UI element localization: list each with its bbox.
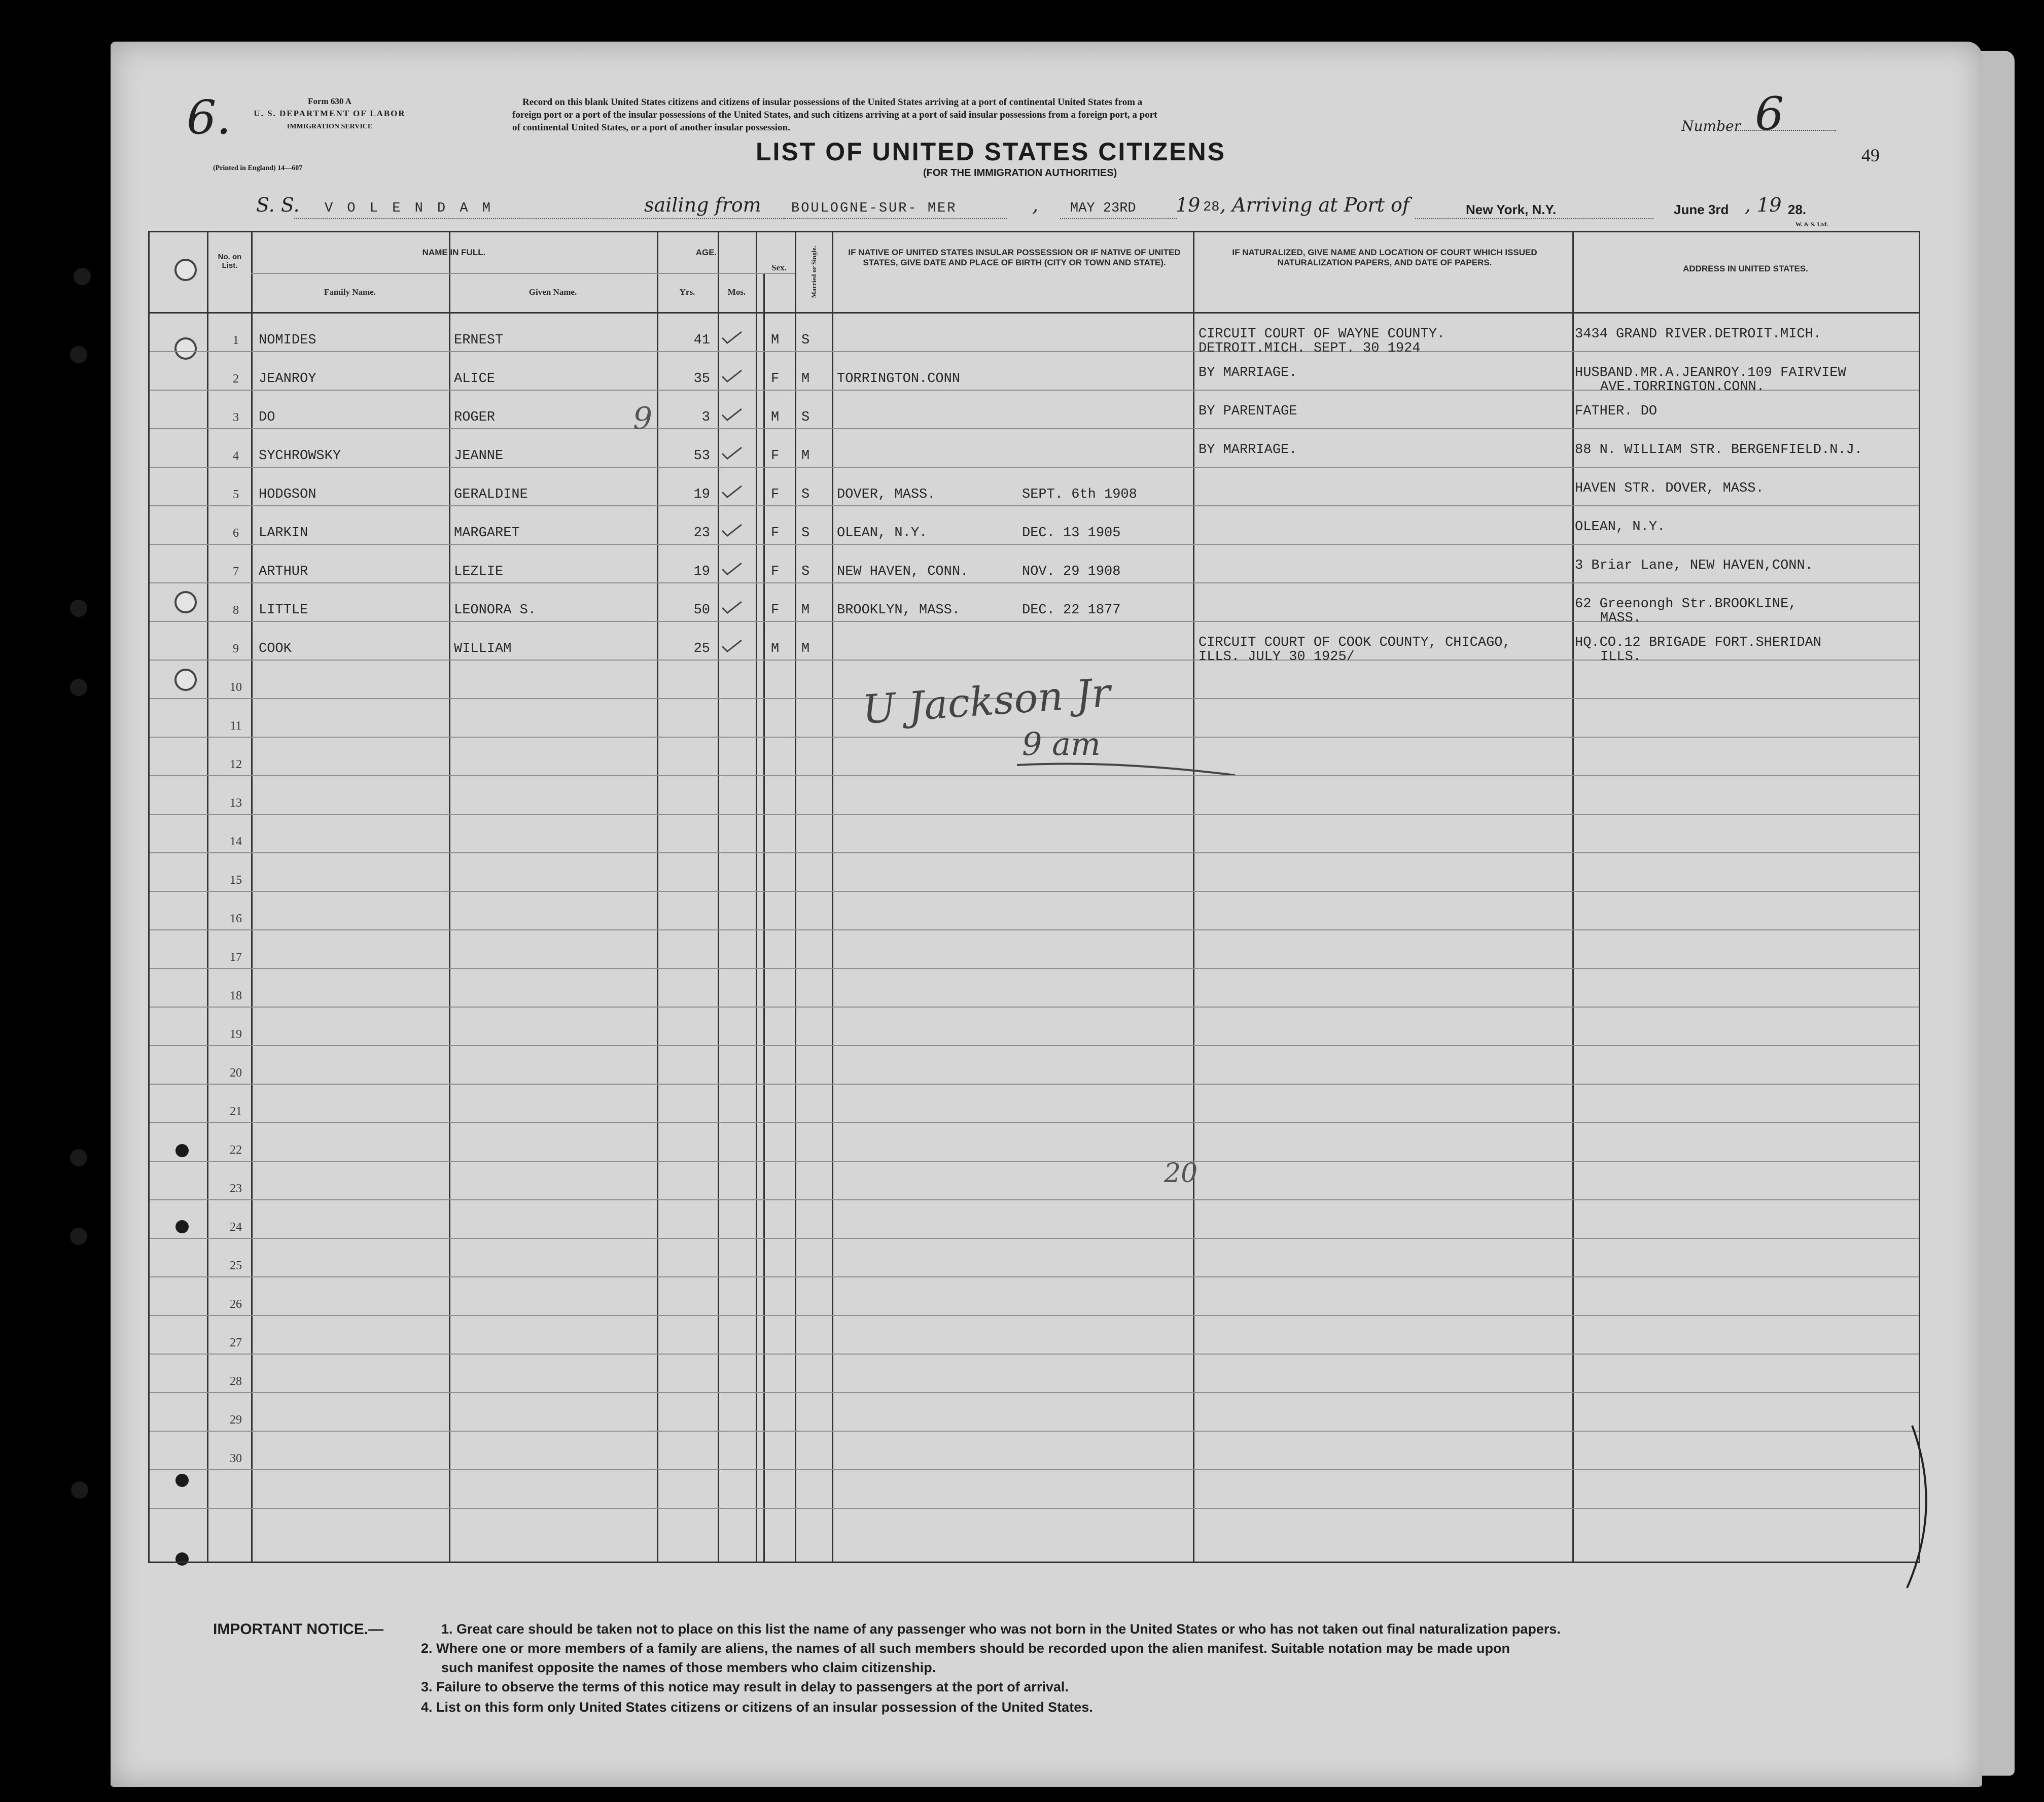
marital-status: S (801, 410, 810, 425)
column-rule (207, 232, 208, 1562)
age-years: 41 (693, 333, 710, 348)
row-number: 1 (233, 334, 239, 347)
row-rule (150, 428, 1919, 429)
check-mark (720, 601, 743, 614)
binder-hole (70, 600, 87, 617)
subheader-rule (251, 273, 795, 274)
given-name: ROGER (454, 410, 496, 425)
row-number: 17 (230, 951, 242, 964)
row-rule (150, 1045, 1919, 1046)
row-number: 24 (230, 1221, 242, 1234)
header-age: AGE. (695, 248, 717, 257)
address-continued: AVE.TORRINGTON.CONN. (1600, 379, 1765, 395)
marital-status: S (801, 526, 810, 541)
age-years: 25 (693, 641, 710, 656)
given-name: ALICE (454, 371, 496, 387)
birth-date: DEC. 22 1877 (1022, 603, 1121, 618)
row-number: 3 (233, 411, 239, 424)
date-underline (1060, 218, 1177, 219)
page-title: LIST OF UNITED STATES CITIZENS (756, 137, 1226, 166)
sex: M (771, 333, 780, 348)
naturalization-detail: DETROIT.MICH. SEPT. 30 1924 (1199, 341, 1421, 356)
form-number: Form 630 A (308, 96, 351, 106)
address: 62 Greenongh Str.BROOKLINE, (1575, 597, 1797, 612)
check-mark (720, 408, 743, 421)
row-number: 6 (233, 527, 239, 540)
row-rule (150, 1469, 1919, 1470)
arrival-year-prefix: , 19 (1745, 194, 1782, 216)
column-rule (763, 273, 765, 1562)
row-number: 21 (230, 1105, 242, 1118)
arriving-label: , Arriving at Port of (1220, 194, 1409, 216)
row-rule (150, 814, 1919, 815)
check-mark (720, 331, 743, 344)
row-rule (150, 660, 1919, 661)
given-name: MARGARET (454, 526, 520, 541)
row-rule (150, 505, 1919, 506)
header-mos: Mos. (727, 287, 746, 297)
address: HAVEN STR. DOVER, MASS. (1575, 481, 1764, 496)
header-given-name: Given Name. (528, 287, 577, 297)
row-number: 23 (230, 1182, 242, 1195)
ship-name: V O L E N D A M (325, 201, 494, 216)
check-mark (720, 639, 743, 652)
family-name: HODGSON (259, 487, 316, 502)
port-from: BOULOGNE-SUR- MER (791, 201, 957, 216)
sex: F (771, 371, 780, 387)
row-number: 4 (233, 449, 239, 463)
binder-hole (70, 1228, 87, 1245)
check-mark (720, 446, 743, 460)
family-name: COOK (259, 641, 292, 656)
marital-status: M (801, 448, 810, 464)
instruction-line: of continental United States, or a port of another insular possession. (512, 122, 790, 133)
family-name: LARKIN (259, 526, 308, 541)
row-rule (150, 1199, 1919, 1200)
port-to: New York, N.Y. (1466, 202, 1557, 217)
birth-place: BROOKLYN, MASS. (837, 603, 961, 618)
naturalization: BY MARRIAGE. (1199, 365, 1297, 380)
row-number: 11 (230, 719, 242, 733)
marital-status: S (801, 564, 810, 579)
row-rule (150, 852, 1919, 853)
given-name: ERNEST (454, 333, 504, 348)
header-married-single: Married or Single. (810, 246, 818, 298)
column-rule (756, 232, 757, 1562)
sailing-label: sailing from (644, 194, 761, 216)
notice-item: 2. Where one or more members of a family are aliens, the names of all such members should be recorded upon the alien manifest. Suitable notation may be made upon (421, 1641, 1510, 1656)
manifest-table (148, 231, 1920, 1563)
notice-item: 1. Great care should be taken not to place on this list the name of any passenger who was not born in the United States or who has not taken out final naturalization papers. (441, 1621, 1561, 1637)
check-mark (720, 485, 743, 498)
address: HUSBAND.MR.A.JEANROY.109 FAIRVIEW (1575, 365, 1846, 380)
birth-date: SEPT. 6th 1908 (1022, 487, 1137, 502)
row-rule (150, 1161, 1919, 1162)
row-number: 10 (230, 681, 242, 694)
address: 3434 GRAND RIVER.DETROIT.MICH. (1575, 327, 1822, 342)
family-name: SYCHROWSKY (259, 448, 341, 464)
row-number: 16 (230, 912, 242, 925)
list-number: 6 (1755, 87, 1784, 141)
row-rule (150, 621, 1919, 622)
sailing-date: MAY 23RD (1070, 201, 1136, 216)
binder-hole (71, 1481, 88, 1499)
marital-status: M (801, 641, 810, 656)
age-years: 35 (693, 371, 710, 387)
naturalization: CIRCUIT COURT OF WAYNE COUNTY. (1199, 327, 1446, 342)
page-subtitle: (FOR THE IMMIGRATION AUTHORITIES) (923, 167, 1117, 179)
row-rule (150, 1122, 1919, 1123)
column-rule (1572, 232, 1574, 1562)
instruction-line: Record on this blank United States citizens and citizens of insular possessions of the United States arriving at a port of continental United States from a (522, 97, 1143, 108)
address: OLEAN, N.Y. (1575, 519, 1666, 535)
birth-place: NEW HAVEN, CONN. (837, 564, 969, 579)
header-sex: Sex. (771, 263, 787, 272)
address: HQ.CO.12 BRIGADE FORT.SHERIDAN (1575, 635, 1822, 650)
given-name: WILLIAM (454, 641, 512, 656)
check-mark (720, 369, 743, 383)
sex: F (771, 564, 780, 579)
given-name: GERALDINE (454, 487, 528, 502)
row-rule (150, 1354, 1919, 1355)
sex: F (771, 603, 780, 618)
row-number: 22 (230, 1143, 242, 1157)
clerk-signature: U Jackson Jr (861, 670, 1112, 733)
row-rule (150, 582, 1919, 583)
age-years: 50 (693, 603, 710, 618)
row-rule (150, 467, 1919, 468)
birth-place: TORRINGTON.CONN (837, 371, 961, 387)
row-number: 13 (230, 796, 242, 810)
printer-mark: W. & S. Ltd. (1795, 221, 1828, 228)
row-rule (150, 968, 1919, 969)
family-name: NOMIDES (259, 333, 316, 348)
row-number: 25 (230, 1259, 242, 1272)
notice-item: 4. List on this form only United States citizens or citizens of an insular possession of the United States. (421, 1700, 1093, 1715)
given-name: LEZLIE (454, 564, 504, 579)
department: U. S. DEPARTMENT OF LABOR (254, 109, 406, 118)
row-number: 5 (233, 488, 239, 501)
row-rule (150, 929, 1919, 930)
row-number: 2 (233, 372, 239, 386)
binder-hole (70, 679, 87, 696)
age-years: 53 (693, 448, 710, 464)
page-curl-mark (1902, 1420, 1943, 1593)
notice-item: such manifest opposite the names of those members who claim citizenship. (441, 1660, 936, 1675)
arrival-year: 28. (1788, 202, 1807, 217)
given-name: LEONORA S. (454, 603, 537, 618)
row-rule (150, 351, 1919, 352)
row-rule (150, 544, 1919, 545)
binder-hole (74, 268, 91, 285)
row-number: 15 (230, 874, 242, 887)
row-rule (150, 1276, 1919, 1277)
birth-date: NOV. 29 1908 (1022, 564, 1121, 579)
header-rule (150, 312, 1919, 314)
family-name: DO (259, 410, 275, 425)
row-rule (150, 775, 1919, 776)
column-rule (795, 232, 796, 1562)
family-name: JEANROY (259, 371, 316, 387)
header-no: No. on List. (218, 253, 242, 270)
immigration-service: IMMIGRATION SERVICE (287, 123, 373, 130)
address: FATHER. DO (1575, 404, 1658, 419)
check-mark (720, 562, 743, 575)
date-separator: , (1032, 194, 1039, 216)
birth-place: DOVER, MASS. (837, 487, 936, 502)
port-underline (784, 218, 1007, 219)
column-rule (657, 232, 658, 1562)
row-number: 28 (230, 1375, 242, 1388)
birth-date: DEC. 13 1905 (1022, 526, 1121, 541)
birth-place: OLEAN, N.Y. (837, 526, 928, 541)
naturalization: BY MARRIAGE. (1199, 442, 1297, 458)
page-mark: 20 (1164, 1158, 1198, 1189)
binder-hole (70, 1149, 87, 1166)
column-rule (449, 232, 450, 1562)
sailing-year: 28 (1203, 200, 1220, 215)
address: 3 Briar Lane, NEW HAVEN,CONN. (1575, 558, 1813, 573)
notice-heading: IMPORTANT NOTICE.— (213, 1621, 384, 1638)
age-years: 23 (693, 526, 710, 541)
ship-underline (294, 218, 827, 219)
row-rule (150, 1315, 1919, 1316)
column-rule (832, 232, 833, 1562)
address: 88 N. WILLIAM STR. BERGENFIELD.N.J. (1575, 442, 1863, 458)
sex: M (771, 410, 780, 425)
marital-status: M (801, 603, 810, 618)
column-rule (1193, 232, 1194, 1562)
signature-stroke (1012, 745, 1245, 775)
age-years: 3 (701, 410, 710, 425)
printed-note: (Printed in England) 14—607 (213, 164, 303, 172)
row-number: 20 (230, 1066, 242, 1080)
sex: F (771, 448, 780, 464)
check-mark (720, 524, 743, 537)
marital-status: M (801, 371, 810, 387)
naturalization: CIRCUIT COURT OF COOK COUNTY, CHICAGO, (1199, 635, 1511, 650)
margin-mark: 9 (633, 401, 653, 436)
header-native: IF NATIVE OF UNITED STATES INSULAR POSSESSION OR IF NATIVE OF UNITED STATES, GIVE DATE AND PLACE OF BIRTH (CITY OR TOWN AND STATE). (848, 248, 1181, 267)
naturalization-detail: ILLS. JULY 30 1925/ (1199, 649, 1355, 665)
row-rule (150, 1392, 1919, 1393)
age-years: 19 (693, 487, 710, 502)
arrival-date: June 3rd (1674, 202, 1729, 217)
header-address: ADDRESS IN UNITED STATES. (1683, 264, 1808, 273)
instruction-line: foreign port or a port of the insular possessions of the United States, and such citizens arriving at a port of said insular possessions from a foreign port, a port (512, 110, 1157, 120)
row-rule (150, 1431, 1919, 1432)
port-to-underline (1415, 218, 1653, 219)
marital-status: S (801, 333, 810, 348)
sex: M (771, 641, 780, 656)
column-rule (251, 232, 253, 1562)
row-number: 18 (230, 989, 242, 1002)
sex: F (771, 526, 780, 541)
age-years: 19 (693, 564, 710, 579)
given-name: JEANNE (454, 448, 504, 464)
clerk-signature-note: 9 am (1022, 725, 1101, 763)
naturalization: BY PARENTAGE (1199, 404, 1297, 419)
row-rule (150, 1007, 1919, 1008)
row-number: 30 (230, 1452, 242, 1465)
row-number: 27 (230, 1336, 242, 1349)
row-number: 19 (230, 1028, 242, 1041)
row-number: 9 (233, 642, 239, 655)
number-underline (1735, 130, 1836, 131)
number-label: Number (1681, 118, 1741, 134)
row-number: 12 (230, 758, 242, 771)
row-number: 8 (233, 604, 239, 617)
row-rule (150, 1508, 1919, 1509)
family-name: LITTLE (259, 603, 308, 618)
header-yrs: Yrs. (679, 287, 695, 297)
marital-status: S (801, 487, 810, 502)
column-rule (718, 232, 719, 1562)
notice-item: 3. Failure to observe the terms of this notice may result in delay to passengers at the port of arrival. (421, 1679, 1069, 1694)
row-number: 26 (230, 1298, 242, 1311)
header-naturalized: IF NATURALIZED, GIVE NAME AND LOCATION OF COURT WHICH ISSUED NATURALIZATION PAPERS, AND DATE OF PAPERS. (1232, 248, 1537, 267)
page-number: 49 (1861, 145, 1880, 165)
row-number: 7 (233, 565, 239, 578)
year-prefix: 19 (1176, 194, 1201, 216)
row-rule (150, 1084, 1919, 1085)
header-name-in-full: NAME IN FULL. (422, 248, 486, 257)
row-number: 29 (230, 1413, 242, 1427)
address-continued: MASS. (1600, 611, 1642, 626)
row-rule (150, 1238, 1919, 1239)
binder-hole (70, 346, 87, 363)
ss-label: S. S. (256, 194, 300, 216)
row-number: 14 (230, 835, 242, 848)
header-family-name: Family Name. (324, 287, 376, 297)
family-name: ARTHUR (259, 564, 308, 579)
address-continued: ILLS. (1600, 649, 1642, 665)
corner-number: 6. (187, 90, 231, 145)
sex: F (771, 487, 780, 502)
row-rule (150, 891, 1919, 892)
